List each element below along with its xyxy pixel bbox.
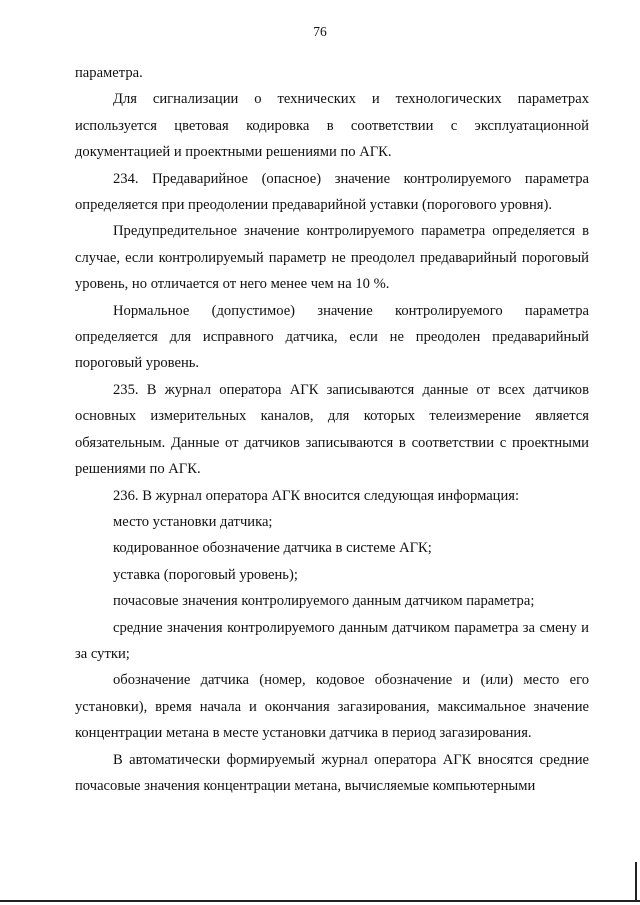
list-item: место установки датчика;	[113, 513, 273, 530]
paragraph-235: 235. В журнал оператора АГК записываются данные от всех датчиков основных измерительных каналов, для которых телеизмерение является обязательным. Данные от датчиков записываются в соответствии с проектными решениями по АГК.	[75, 381, 589, 478]
paragraph-normal-value: Нормальное (допустимое) значение контролируемого параметра определяется для исправного датчика, если не преодолен предаварийный пороговый уровень.	[75, 302, 589, 372]
paragraph-continuation: параметра.	[75, 65, 143, 81]
scan-edge-right	[635, 862, 637, 902]
list-item: обозначение датчика (номер, кодовое обозначение и (или) место его установки), время начала и окончания загазирования, максимальное значение концентрации метана в месте установки датчика в период загазирования.	[75, 672, 589, 742]
list-item: средние значения контролируемого данным датчиком параметра за смену и за сутки;	[75, 619, 589, 662]
list-item: кодированное обозначение датчика в системе АГК;	[113, 540, 432, 557]
paragraph-234: 234. Предаварийное (опасное) значение контролируемого параметра определяется при преодолении предаварийной уставки (порогового уровня).	[75, 170, 589, 214]
list-item: почасовые значения контролируемого данным датчиком параметра;	[113, 593, 535, 610]
list-item: уставка (пороговый уровень);	[113, 566, 298, 583]
paragraph-signaling: Для сигнализации о технических и технологических параметрах используется цветовая кодировка в соответствии с эксплуатационной документацией и проектными решениями по АГК.	[75, 91, 589, 161]
scan-edge-bottom	[0, 900, 640, 902]
paragraph-236: 236. В журнал оператора АГК вносится следующая информация:	[113, 487, 520, 504]
page-number: 76	[313, 24, 327, 39]
paragraph-warning-value: Предупредительное значение контролируемого параметра определяется в случае, если контролируемый параметр не преодолел предаварийный пороговый уровень, но отличается от него менее чем на 10 %.	[75, 223, 589, 293]
paragraph-auto-journal: В автоматически формируемый журнал оператора АГК вносятся средние почасовые значения концентрации метана, вычисляемые компьютерными	[75, 751, 589, 794]
document-body	[75, 60, 589, 799]
